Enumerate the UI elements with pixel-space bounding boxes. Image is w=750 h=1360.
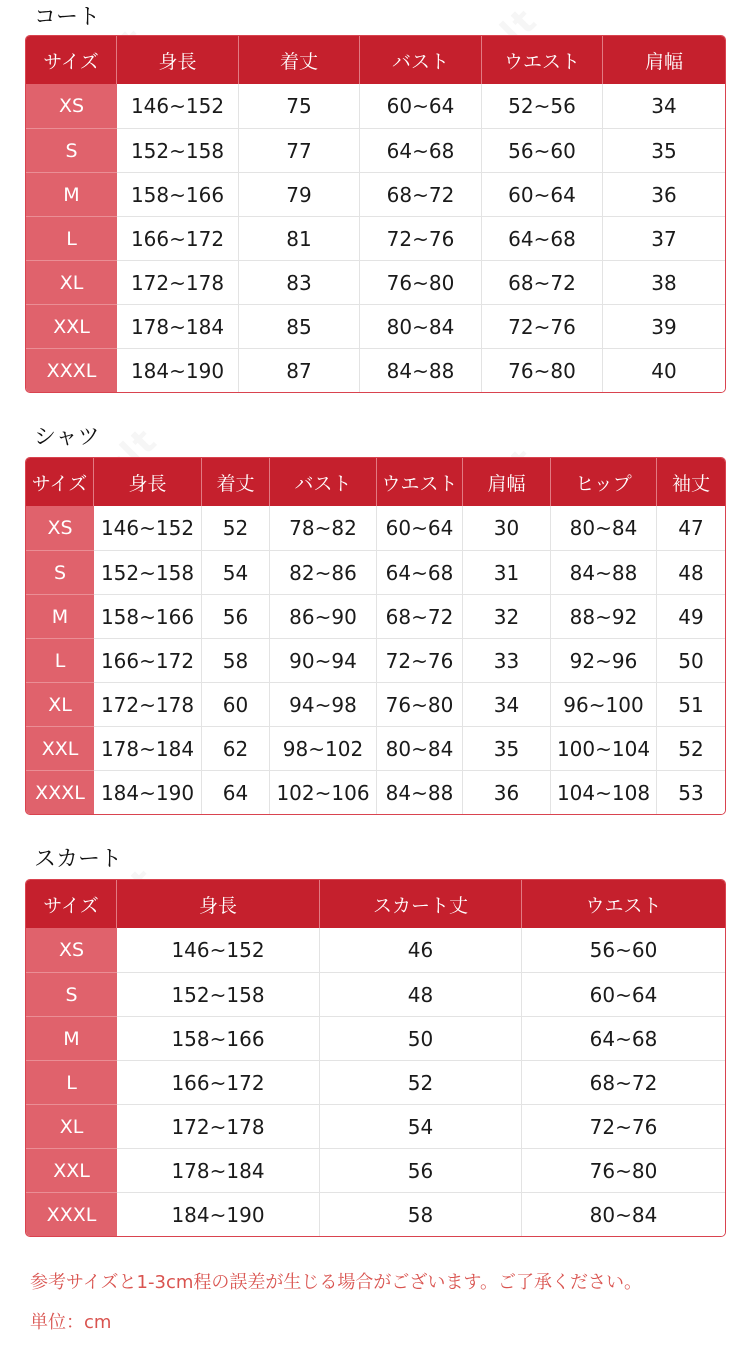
measurement-cell: 56~60 xyxy=(482,128,603,172)
column-header: サイズ xyxy=(26,36,117,84)
size-label-cell: XS xyxy=(26,506,94,550)
measurement-cell: 72~76 xyxy=(522,1104,725,1148)
column-header: 肩幅 xyxy=(463,458,551,506)
table-row xyxy=(26,348,725,392)
measurement-cell: 36 xyxy=(603,172,725,216)
measurement-cell: 54 xyxy=(320,1104,522,1148)
measurement-cell: 178~184 xyxy=(117,1148,320,1192)
measurement-cell: 72~76 xyxy=(377,638,463,682)
measurement-cell: 158~166 xyxy=(94,594,202,638)
measurement-cell: 35 xyxy=(463,726,551,770)
column-header: サイズ xyxy=(26,880,117,928)
size-label-cell: M xyxy=(26,172,117,216)
measurement-cell: 58 xyxy=(320,1192,522,1236)
column-header: 身長 xyxy=(117,880,320,928)
measurement-cell: 88~92 xyxy=(551,594,657,638)
size-table-shirt xyxy=(25,457,726,815)
size-error-note: 参考サイズと1-3cm程の誤差が生じる場合がございます。ご了承ください。 xyxy=(30,1272,642,1293)
measurement-cell: 184~190 xyxy=(94,770,202,814)
size-label-cell: L xyxy=(26,638,94,682)
table-row xyxy=(26,128,725,172)
measurement-cell: 58 xyxy=(202,638,270,682)
measurement-cell: 56 xyxy=(320,1148,522,1192)
measurement-cell: 83 xyxy=(239,260,360,304)
measurement-cell: 37 xyxy=(603,216,725,260)
measurement-cell: 50 xyxy=(657,638,725,682)
measurement-cell: 152~158 xyxy=(117,128,239,172)
measurement-cell: 81 xyxy=(239,216,360,260)
measurement-cell: 60~64 xyxy=(522,972,725,1016)
measurement-cell: 72~76 xyxy=(482,304,603,348)
size-label-cell: XS xyxy=(26,928,117,972)
measurement-cell: 34 xyxy=(463,682,551,726)
measurement-cell: 35 xyxy=(603,128,725,172)
measurement-cell: 77 xyxy=(239,128,360,172)
measurement-cell: 64~68 xyxy=(482,216,603,260)
measurement-cell: 52 xyxy=(320,1060,522,1104)
column-header: バスト xyxy=(360,36,482,84)
measurement-cell: 64~68 xyxy=(377,550,463,594)
measurement-cell: 80~84 xyxy=(522,1192,725,1236)
column-header: 袖丈 xyxy=(657,458,725,506)
measurement-cell: 158~166 xyxy=(117,172,239,216)
section-title-shirt: シャツ xyxy=(34,425,100,450)
measurement-cell: 178~184 xyxy=(94,726,202,770)
column-header: 着丈 xyxy=(202,458,270,506)
table-row xyxy=(26,304,725,348)
measurement-cell: 60 xyxy=(202,682,270,726)
measurement-cell: 80~84 xyxy=(551,506,657,550)
measurement-cell: 84~88 xyxy=(360,348,482,392)
size-label-cell: XL xyxy=(26,682,94,726)
measurement-cell: 158~166 xyxy=(117,1016,320,1060)
section-title-skirt: スカート xyxy=(34,847,123,872)
size-label-cell: XS xyxy=(26,84,117,128)
measurement-cell: 80~84 xyxy=(377,726,463,770)
measurement-cell: 92~96 xyxy=(551,638,657,682)
measurement-cell: 60~64 xyxy=(377,506,463,550)
section-title-coat: コート xyxy=(34,5,101,30)
measurement-cell: 33 xyxy=(463,638,551,682)
measurement-cell: 166~172 xyxy=(117,216,239,260)
table-row xyxy=(26,84,725,128)
table-row xyxy=(26,1104,725,1148)
size-label-cell: S xyxy=(26,128,117,172)
measurement-cell: 76~80 xyxy=(377,682,463,726)
table-row xyxy=(26,928,725,972)
column-header: 身長 xyxy=(94,458,202,506)
column-header: ウエスト xyxy=(522,880,725,928)
unit-note: 単位：cm xyxy=(30,1312,112,1333)
size-label-cell: L xyxy=(26,1060,117,1104)
measurement-cell: 51 xyxy=(657,682,725,726)
column-header: スカート丈 xyxy=(320,880,522,928)
measurement-cell: 31 xyxy=(463,550,551,594)
measurement-cell: 75 xyxy=(239,84,360,128)
measurement-cell: 100~104 xyxy=(551,726,657,770)
size-label-cell: XXL xyxy=(26,726,94,770)
measurement-cell: 80~84 xyxy=(360,304,482,348)
table-row xyxy=(26,1148,725,1192)
measurement-cell: 36 xyxy=(463,770,551,814)
measurement-cell: 184~190 xyxy=(117,348,239,392)
size-table-skirt xyxy=(25,879,726,1237)
measurement-cell: 40 xyxy=(603,348,725,392)
measurement-cell: 178~184 xyxy=(117,304,239,348)
size-label-cell: XXXL xyxy=(26,1192,117,1236)
measurement-cell: 32 xyxy=(463,594,551,638)
measurement-cell: 52 xyxy=(657,726,725,770)
measurement-cell: 30 xyxy=(463,506,551,550)
measurement-cell: 96~100 xyxy=(551,682,657,726)
size-label-cell: XXL xyxy=(26,304,117,348)
measurement-cell: 184~190 xyxy=(117,1192,320,1236)
header-row xyxy=(26,36,725,84)
measurement-cell: 52 xyxy=(202,506,270,550)
measurement-cell: 172~178 xyxy=(117,1104,320,1148)
size-label-cell: XL xyxy=(26,260,117,304)
measurement-cell: 48 xyxy=(657,550,725,594)
measurement-cell: 86~90 xyxy=(270,594,377,638)
measurement-cell: 79 xyxy=(239,172,360,216)
table-row xyxy=(26,550,725,594)
measurement-cell: 146~152 xyxy=(94,506,202,550)
column-header: ヒップ xyxy=(551,458,657,506)
measurement-cell: 166~172 xyxy=(94,638,202,682)
measurement-cell: 52~56 xyxy=(482,84,603,128)
measurement-cell: 60~64 xyxy=(482,172,603,216)
measurement-cell: 98~102 xyxy=(270,726,377,770)
size-label-cell: S xyxy=(26,550,94,594)
size-label-cell: L xyxy=(26,216,117,260)
table-row xyxy=(26,172,725,216)
size-label-cell: M xyxy=(26,594,94,638)
measurement-cell: 47 xyxy=(657,506,725,550)
column-header: 肩幅 xyxy=(603,36,725,84)
measurement-cell: 64~68 xyxy=(522,1016,725,1060)
measurement-cell: 54 xyxy=(202,550,270,594)
measurement-cell: 152~158 xyxy=(117,972,320,1016)
column-header: 身長 xyxy=(117,36,239,84)
table-row xyxy=(26,1060,725,1104)
measurement-cell: 90~94 xyxy=(270,638,377,682)
column-header: サイズ xyxy=(26,458,94,506)
table-row xyxy=(26,1016,725,1060)
measurement-cell: 152~158 xyxy=(94,550,202,594)
measurement-cell: 64~68 xyxy=(360,128,482,172)
table-row xyxy=(26,506,725,550)
size-label-cell: XL xyxy=(26,1104,117,1148)
measurement-cell: 82~86 xyxy=(270,550,377,594)
header-row xyxy=(26,458,725,506)
size-label-cell: XXXL xyxy=(26,770,94,814)
table-row xyxy=(26,1192,725,1236)
measurement-cell: 78~82 xyxy=(270,506,377,550)
measurement-cell: 85 xyxy=(239,304,360,348)
measurement-cell: 39 xyxy=(603,304,725,348)
measurement-cell: 46 xyxy=(320,928,522,972)
measurement-cell: 102~106 xyxy=(270,770,377,814)
table-row xyxy=(26,638,725,682)
table-row xyxy=(26,972,725,1016)
measurement-cell: 104~108 xyxy=(551,770,657,814)
measurement-cell: 64 xyxy=(202,770,270,814)
measurement-cell: 76~80 xyxy=(360,260,482,304)
measurement-cell: 56 xyxy=(202,594,270,638)
size-label-cell: XXXL xyxy=(26,348,117,392)
measurement-cell: 94~98 xyxy=(270,682,377,726)
measurement-cell: 50 xyxy=(320,1016,522,1060)
measurement-cell: 146~152 xyxy=(117,928,320,972)
measurement-cell: 87 xyxy=(239,348,360,392)
measurement-cell: 84~88 xyxy=(377,770,463,814)
measurement-cell: 60~64 xyxy=(360,84,482,128)
measurement-cell: 146~152 xyxy=(117,84,239,128)
table-row xyxy=(26,260,725,304)
measurement-cell: 48 xyxy=(320,972,522,1016)
header-row xyxy=(26,880,725,928)
measurement-cell: 68~72 xyxy=(360,172,482,216)
measurement-cell: 166~172 xyxy=(117,1060,320,1104)
measurement-cell: 68~72 xyxy=(482,260,603,304)
table-row xyxy=(26,770,725,814)
size-label-cell: XXL xyxy=(26,1148,117,1192)
measurement-cell: 34 xyxy=(603,84,725,128)
column-header: ウエスト xyxy=(377,458,463,506)
measurement-cell: 38 xyxy=(603,260,725,304)
column-header: 着丈 xyxy=(239,36,360,84)
size-label-cell: S xyxy=(26,972,117,1016)
column-header: バスト xyxy=(270,458,377,506)
measurement-cell: 68~72 xyxy=(522,1060,725,1104)
size-table-coat xyxy=(25,35,726,393)
measurement-cell: 172~178 xyxy=(117,260,239,304)
size-label-cell: M xyxy=(26,1016,117,1060)
table-row xyxy=(26,216,725,260)
measurement-cell: 49 xyxy=(657,594,725,638)
table-row xyxy=(26,682,725,726)
measurement-cell: 53 xyxy=(657,770,725,814)
measurement-cell: 62 xyxy=(202,726,270,770)
measurement-cell: 172~178 xyxy=(94,682,202,726)
measurement-cell: 84~88 xyxy=(551,550,657,594)
table-row xyxy=(26,726,725,770)
measurement-cell: 76~80 xyxy=(482,348,603,392)
column-header: ウエスト xyxy=(482,36,603,84)
measurement-cell: 76~80 xyxy=(522,1148,725,1192)
measurement-cell: 72~76 xyxy=(360,216,482,260)
measurement-cell: 56~60 xyxy=(522,928,725,972)
measurement-cell: 68~72 xyxy=(377,594,463,638)
table-row xyxy=(26,594,725,638)
